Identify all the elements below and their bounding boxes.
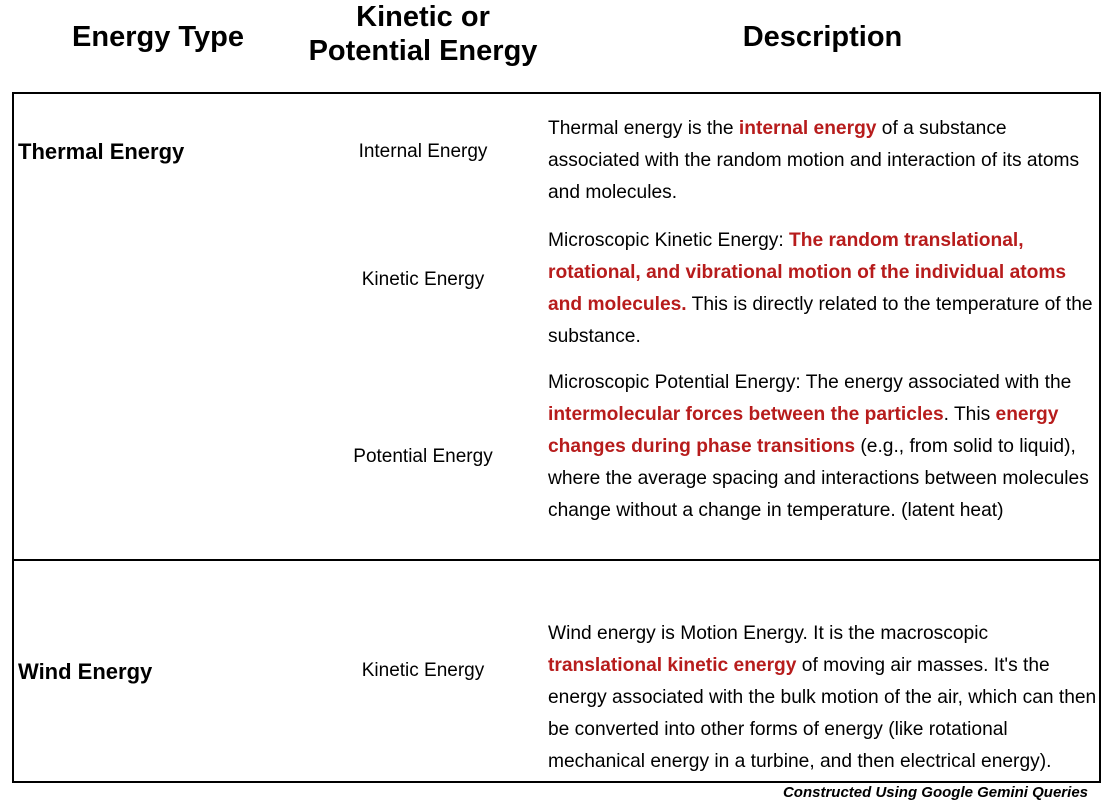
highlighted-phrase: energy changes during phase transitions [548, 404, 1059, 457]
description-text: . This [943, 404, 996, 425]
header-energy-type: Energy Type [72, 21, 244, 53]
description-text: of moving air masses. It's the energy associated with the bulk motion of the air, which can then be converted into other forms of energy (like rotational mechanical energy in a turbine, and then electrical energy). [548, 655, 1097, 772]
description-text: Thermal energy is the [548, 118, 739, 139]
energy-type-thermal: Thermal Energy [18, 139, 185, 164]
highlighted-phrase: intermolecular forces between the particles [548, 404, 944, 425]
description-text: This is directly related to the temperature of the substance. [548, 294, 1093, 347]
row-divider [12, 559, 1101, 561]
kind-cell-potential: Potential Energy [353, 446, 493, 467]
description-thermal-internal [548, 113, 1099, 209]
description-text: Wind energy is Motion Energy. It is the macroscopic [548, 623, 989, 644]
description-text: Microscopic Kinetic Energy: [548, 230, 789, 251]
description-thermal-potential [548, 367, 1099, 527]
footer-credit: Constructed Using Google Gemini Queries [782, 784, 1088, 801]
header-description: Description [742, 21, 903, 53]
highlighted-phrase: internal energy [738, 118, 877, 139]
kind-cell-internal: Internal Energy [358, 141, 488, 162]
highlighted-phrase: The random translational, rotational, and vibrational motion of the individual atoms and molecules. [548, 230, 1067, 315]
energy-type-wind: Wind Energy [18, 659, 153, 684]
description-thermal-kinetic [548, 225, 1099, 353]
header-kinetic-or-potential-line1: Kinetic or [356, 1, 490, 33]
header-kinetic-or-potential-line2: Potential Energy [308, 35, 538, 67]
description-text: of a substance associated with the random motion and interaction of its atoms and molecules. [548, 118, 1080, 203]
description-text: Microscopic Potential Energy: The energy associated with the [548, 372, 1072, 393]
description-wind-kinetic [548, 618, 1099, 778]
kind-cell-wind-kinetic: Kinetic Energy [361, 660, 485, 681]
description-text: (e.g., from solid to liquid), where the average spacing and interactions between molecules change without a change in temperature. (latent heat) [548, 436, 1089, 521]
header-kinetic-or-potential [292, 0, 554, 68]
kind-cell-kinetic: Kinetic Energy [361, 269, 485, 290]
highlighted-phrase: translational kinetic energy [548, 655, 797, 676]
